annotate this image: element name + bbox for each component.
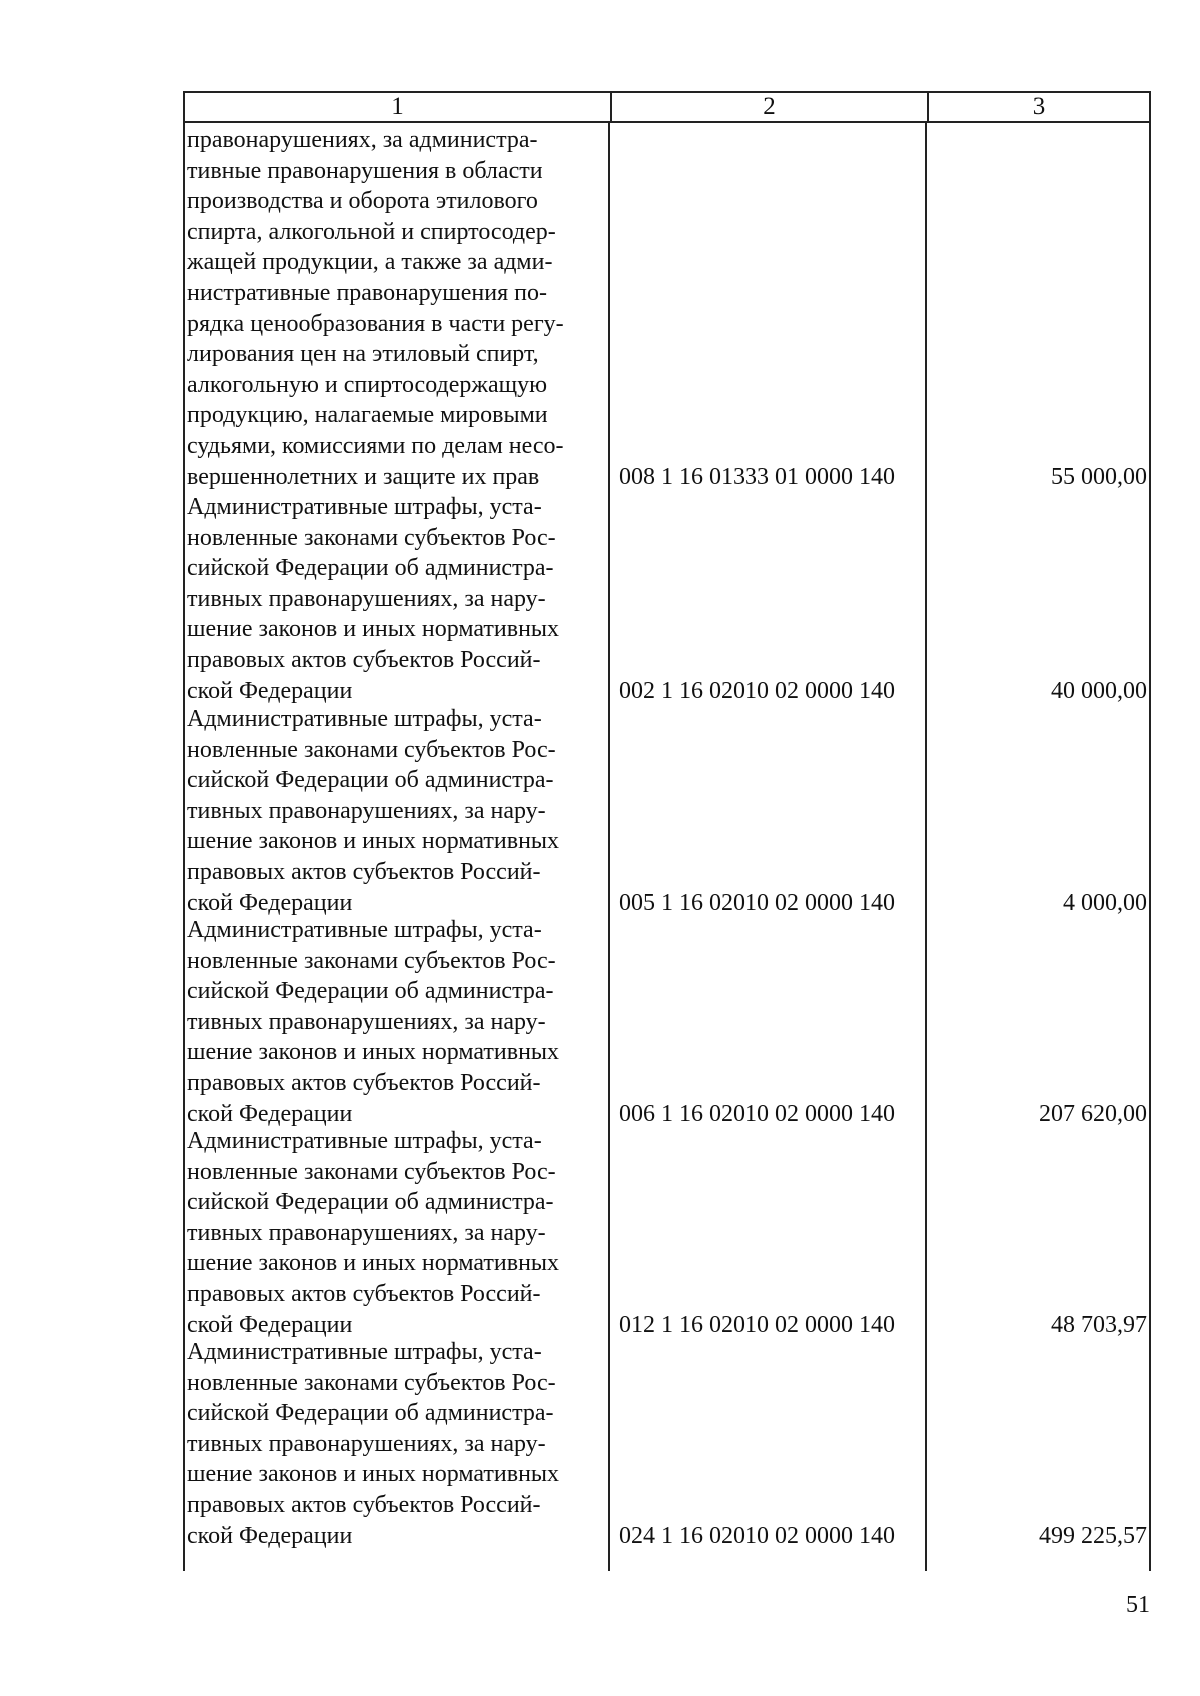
row-amount: 55 000,00 [1051, 464, 1147, 490]
row-code: 012 1 16 02010 02 0000 140 [619, 1312, 895, 1338]
row-amount: 499 225,57 [1039, 1523, 1147, 1549]
row-code: 024 1 16 02010 02 0000 140 [619, 1523, 895, 1549]
header-col-3: 3 [1032, 93, 1046, 120]
row-code: 006 1 16 02010 02 0000 140 [619, 1101, 895, 1127]
row-description: Административные штрафы, уста- новленные законами субъектов Рос- сийской Федерации об администра- тивных правонарушениях, за нару- шение законов и иных нормативных правовых актов субъектов Россий- ской Федерации [187, 1128, 560, 1338]
row-description: Административные штрафы, уста- новленные законами субъектов Рос- сийской Федерации об администра- тивных правонарушениях, за нару- шение законов и иных нормативных правовых актов субъектов Россий- ской Федерации [187, 917, 560, 1127]
row-amount: 4 000,00 [1063, 890, 1147, 916]
row-code: 002 1 16 02010 02 0000 140 [619, 678, 895, 704]
row-amount: 40 000,00 [1051, 678, 1147, 704]
row-description: правонарушениях, за администра- тивные правонарушения в области производства и оборота этилового спирта, алкогольной и спиртосодер- жащей продукции, а также за адми- нистративные правонарушения по- рядка ценообразования в части регу- лирования цен на этиловый спирт, алкогольную и спиртосодержащую продукцию, налагаемые мировыми судьями, комиссиями по делам несо- вершеннолетних и защите их прав [187, 127, 564, 490]
header-col-2: 2 [612, 93, 929, 121]
row-amount: 48 703,97 [1051, 1312, 1147, 1338]
row-code: 005 1 16 02010 02 0000 140 [619, 890, 895, 916]
page-number: 51 [1126, 1592, 1150, 1618]
table-col-divider-2 [925, 121, 927, 1571]
header-col-1: 1 [185, 93, 612, 121]
row-description: Административные штрафы, уста- новленные законами субъектов Рос- сийской Федерации об администра- тивных правонарушениях, за нару- шение законов и иных нормативных правовых актов субъектов Россий- ской Федерации [187, 1339, 560, 1549]
row-description: Административные штрафы, уста- новленные законами субъектов Рос- сийской Федерации об администра- тивных правонарушениях, за нару- шение законов и иных нормативных правовых актов субъектов Россий- ской Федерации [187, 706, 560, 916]
table-header [183, 91, 1151, 123]
row-amount: 207 620,00 [1039, 1101, 1147, 1127]
table-right-border [1149, 121, 1151, 1571]
row-code: 008 1 16 01333 01 0000 140 [619, 464, 895, 490]
row-description: Административные штрафы, уста- новленные законами субъектов Рос- сийской Федерации об администра- тивных правонарушениях, за нару- шение законов и иных нормативных правовых актов субъектов Россий- ской Федерации [187, 494, 560, 704]
table-left-border [183, 121, 185, 1571]
